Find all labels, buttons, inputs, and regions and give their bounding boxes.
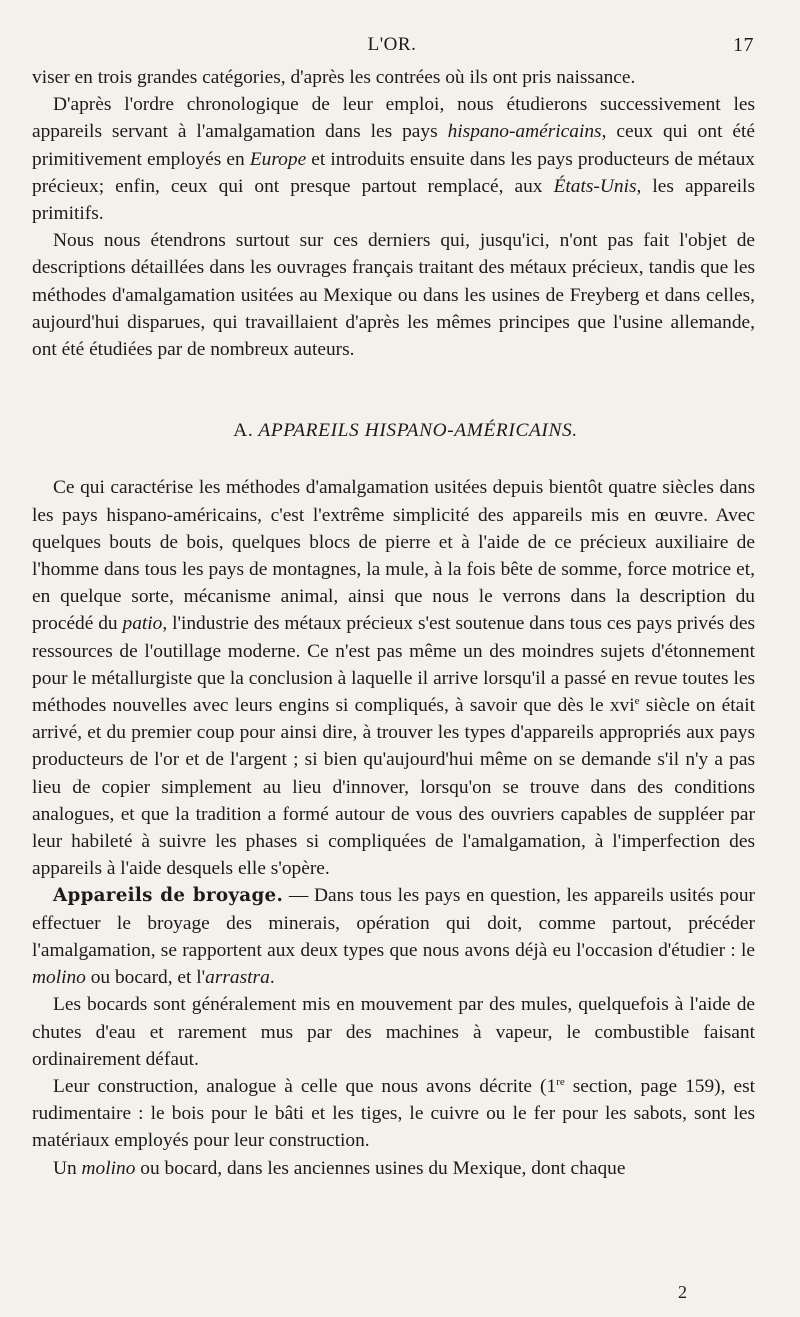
paragraph: D'après l'ordre chronologique de leur emploi, nous étudierons successivement les appareils servant à l'amalgamation dans les pays hispano-américains, ceux qui ont été primitivement employés en Europe et introduits ensuite dans les pays producteurs de métaux précieux; enfin, ceux qui ont presque partout remplacé, aux États-Unis, les appareils primitifs. xyxy=(32,94,755,225)
paragraph: Appareils de broyage. — Dans tous les pays en question, les appareils usités pour effectuer le broyage des minerais, opération qui doit, comme partout, précéder l'amalgamation, se rapportent aux deux types que nous avons déjà eu l'occasion d'étudier : le molino ou bocard, et l'arrastra. xyxy=(32,885,755,989)
page-number: 17 xyxy=(733,34,754,56)
page-header xyxy=(30,34,754,60)
signature-mark: 2 xyxy=(678,1282,687,1302)
section-heading: A. APPAREILS HISPANO-AMÉRICAINS. xyxy=(233,420,578,442)
body-text xyxy=(32,64,755,1182)
running-title: L'OR. xyxy=(367,34,417,55)
paragraph: Nous nous étendrons surtout sur ces derniers qui, jusqu'ici, n'ont pas fait l'objet de descriptions détaillées dans les ouvrages français traitant des métaux précieux, tandis que les méthodes d'amalgamation usitées au Mexique ou dans les usines de Freyberg et dans celles, aujourd'hui disparues, qui travaillaient d'après les mêmes principes que l'usine allemande, ont été étudiées par de nombreux auteurs. xyxy=(32,230,755,361)
paragraph: Les bocards sont généralement mis en mouvement par des mules, quelquefois à l'aide de chutes d'eau et rarement mus par des machines à vapeur, le combustible faisant ordinairement défaut. xyxy=(32,994,755,1070)
paragraph: viser en trois grandes catégories, d'après les contrées où ils ont pris naissance. xyxy=(32,67,636,88)
paragraph: Leur construction, analogue à celle que nous avons décrite (1re section, page 159), est rudimentaire : le bois pour le bâti et les tiges, le cuivre ou le fer pour les sabots, sont les matériaux employés pour leur construction. xyxy=(32,1075,756,1152)
run-in-heading: Appareils de broyage. xyxy=(53,885,284,907)
paragraph: Ce qui caractérise les méthodes d'amalgamation usitées depuis bientôt quatre siècles dans les pays hispano-américains, c'est l'extrême simplicité des appareils mis en œuvre. Avec quelques bouts de bois, quelques blocs de pierre et à l'aide de ce précieux auxiliaire de l'homme dans tous les pays de montagnes, la mule, à la fois bête de somme, force motrice et, en quelque sorte, mécanisme animal, ainsi que nous le verrons dans la description du procédé du patio, l'industrie des métaux précieux s'est soutenue dans tous ces pays privés des ressources de l'outillage moderne. Ce n'est pas même un des moindres sujets d'étonnement pour le métallurgiste que la conclusion à laquelle il arrive lorsqu'il a passé en revue toutes les méthodes nouvelles avec leurs engins si compliqués, à savoir que dès le xvi$^e$ siècle on était arrivé, et du premier coup pour ainsi dire, à trouver les types d'appareils appropriés aux pays producteurs de l'or et de l'argent ; si bien qu'aujourd'hui même on se demande s'il n'y a pas lieu de copier simplement au lieu d'innover, lorsqu'on se trouve dans des conditions analogues, et que la tradition a formé autour de vous des ouvriers capables de suppléer par leur habileté à suivre les phases si compliquées de l'amalgamation, à l'imperfection des appareils à l'aide desquels elle s'opère. xyxy=(32,477,755,880)
paragraph: Un molino ou bocard, dans les anciennes usines du Mexique, dont chaque xyxy=(53,1157,626,1179)
